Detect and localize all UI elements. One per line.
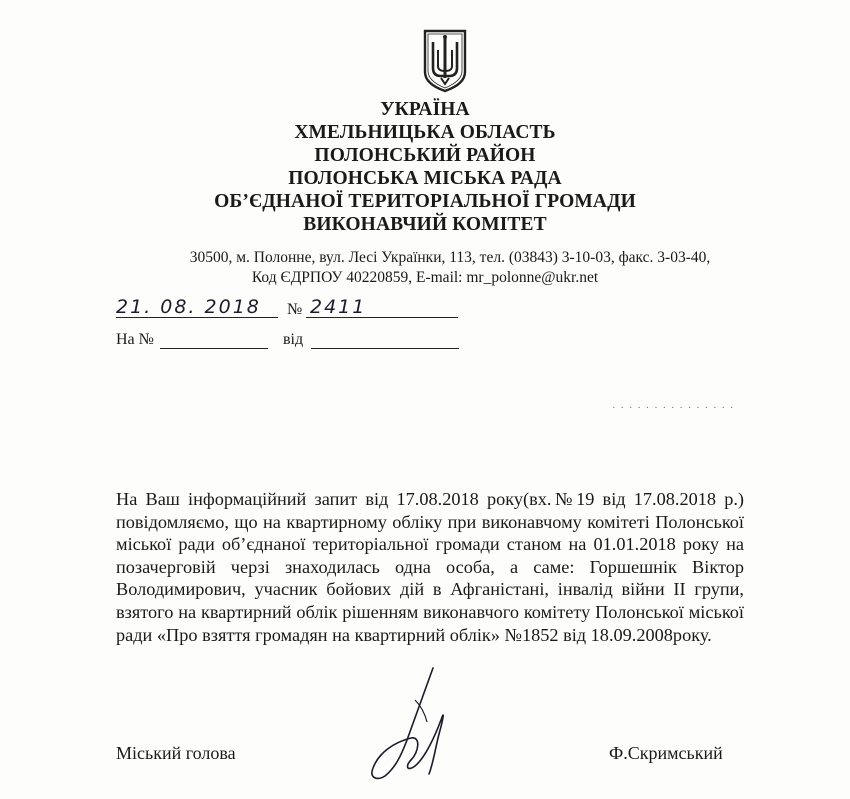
ref-label: На № <box>116 331 154 348</box>
header-district: ПОЛОНСЬКИЙ РАЙОН <box>314 145 536 166</box>
address-line-1: 30500, м. Полонне, вул. Лесі Українки, 113, тел. (03843) 3-10-03, факс. 3-03-40, <box>189 249 711 266</box>
number-label: № <box>287 301 303 318</box>
header-country: УКРАЇНА <box>380 99 470 120</box>
header-committee: ВИКОНАВЧИЙ КОМІТЕТ <box>303 214 547 235</box>
header-council: ПОЛОНСЬКА МІСЬКА РАДА <box>288 168 562 189</box>
signatory-name: Ф.Скримський <box>609 743 723 763</box>
signatory-position: Міський голова <box>116 743 236 763</box>
header-region: ХМЕЛЬНИЦЬКА ОБЛАСТЬ <box>294 122 556 143</box>
letter-body <box>116 488 744 646</box>
scan-artifact: · · · · · · · · · · · · · · · <box>612 402 735 414</box>
from-label: від <box>283 331 304 348</box>
from-underline <box>311 348 459 349</box>
address-line-2: Код ЄДРПОУ 40220859, E-mail: mr_polonne@ukr.net <box>251 269 599 286</box>
header-community: ОБ’ЄДНАНОЇ ТЕРИТОРІАЛЬНОЇ ГРОМАДИ <box>214 191 636 212</box>
registration-date: 21. 08. 2018 <box>116 296 261 318</box>
signature-icon <box>355 660 465 785</box>
ref-underline <box>160 348 268 349</box>
registration-number: 2411 <box>310 296 367 318</box>
coat-of-arms-icon <box>421 28 469 94</box>
body-paragraph: На Ваш інформаційний запит від 17.08.2018 року(вх.№19 від 17.08.2018 р.) повідомляємо, що на квартирному обліку при виконавчому комітеті Полонської міської ради об’єднаної територіальної громади станом на 01.01.2018 року на позачерговій черзі знаходилась одна особа, а саме: Горшешнік Віктор Володимирович, учасник бойових дій в Афганістані, інвалід війни ІІ групи, взятого на квартирний облік рішенням виконавчого комітету Полонської міської ради «Про взяття громадян на квартирний облік» №1852 від 18.09.2008року. <box>116 489 744 645</box>
